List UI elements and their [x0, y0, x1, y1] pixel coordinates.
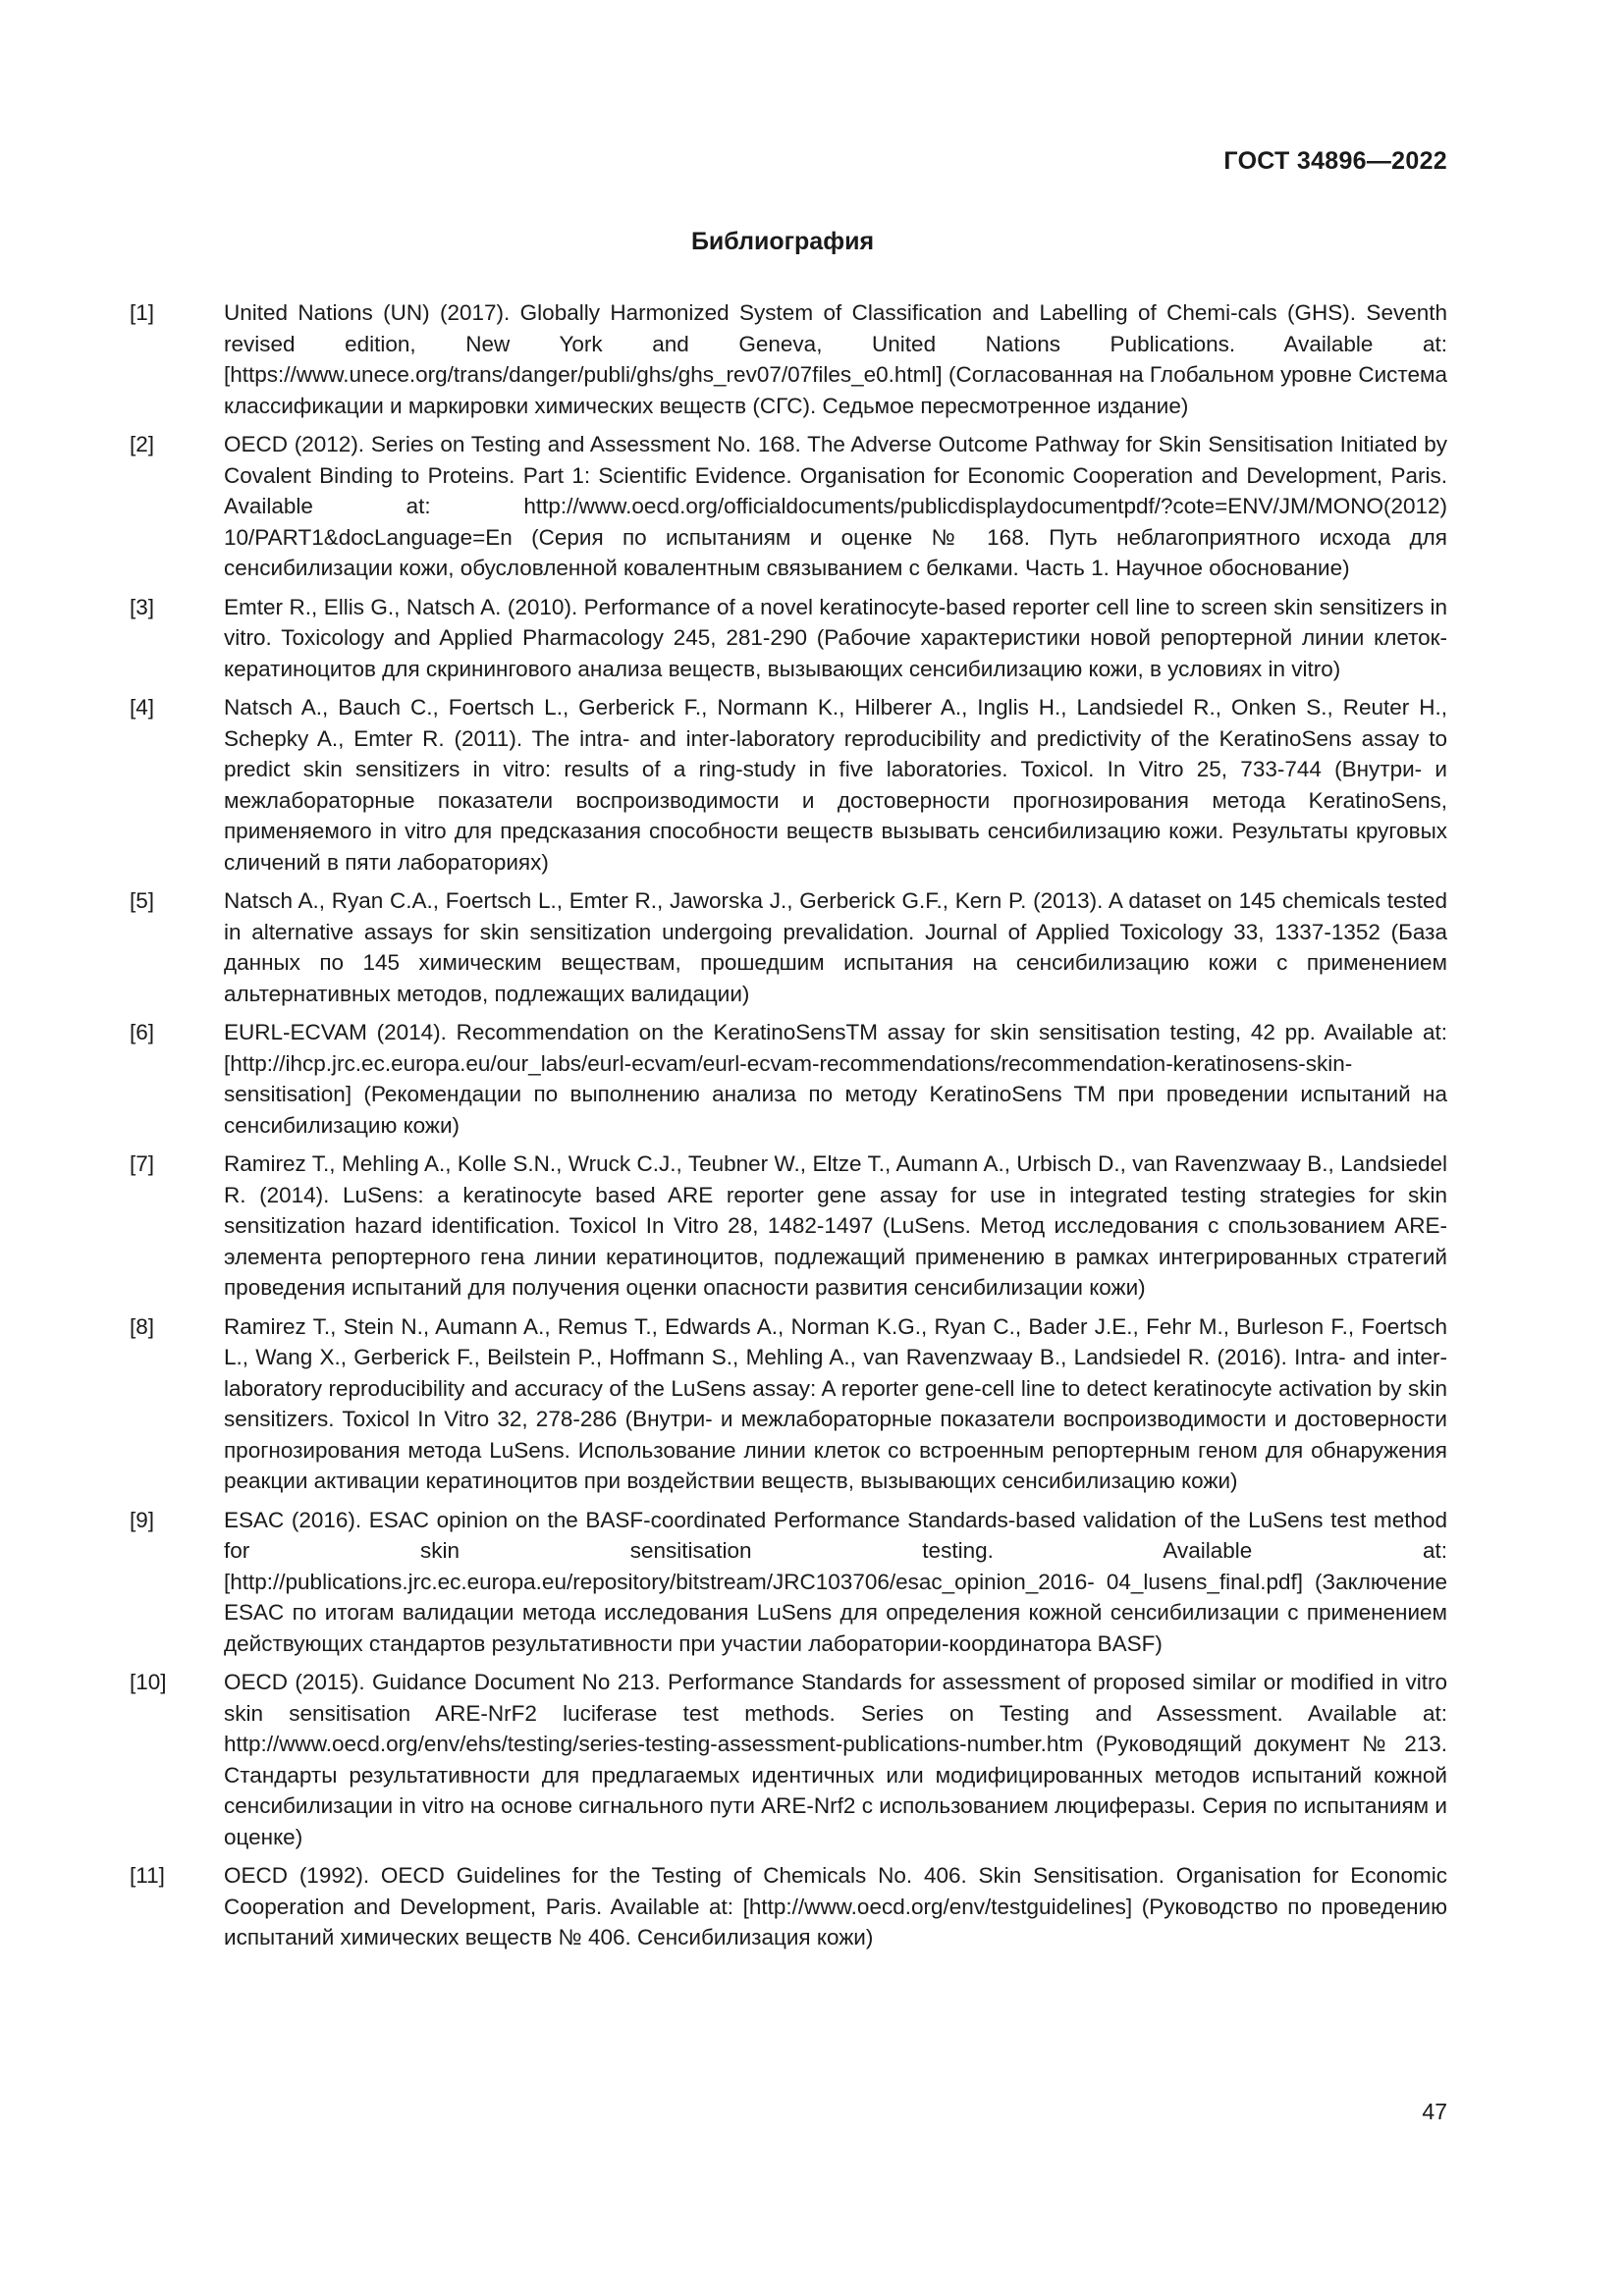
reference-text: OECD (2012). Series on Testing and Assessment No. 168. The Adverse Outcome Pathway for Skin Sensitisation Initiated by Covalent Binding to Proteins. Part 1: Scientific Evidence. Organisation for Economic Cooperation and Development, Paris. Available at: http://www.oecd.org/officialdocuments/publicdisplaydocumentpdf/?cote=ENV/JM/MONO(2012) 10/PART1&docLanguage=En (Серия по испытаниям и оценке № 168. Путь неблагоприятного исхода для сенсибилизации кожи, обусловленной ковалентным связыванием с белками. Часть 1. Научное обоснование) — [224, 432, 1447, 580]
reference-text: EURL-ECVAM (2014). Recommendation on the KeratinoSensTM assay for skin sensitisation testing, 42 pp. Available at: [http://ihcp.jrc.ec.europa.eu/our_labs/eurl-ecvam/eurl-ecvam-recommendations/recommendation-keratinosens-skin-sensitisation] (Рекомендации по выполнению анализа по методу KeratinoSens TM при проведении испытаний на сенсибилизацию кожи) — [224, 1020, 1447, 1138]
reference-item — [130, 592, 1447, 685]
reference-number: [6] — [130, 1020, 155, 1044]
reference-number: [5] — [130, 888, 155, 913]
reference-list — [130, 297, 1447, 1961]
reference-item — [130, 1860, 1447, 1953]
reference-text: Ramirez T., Mehling A., Kolle S.N., Wruck C.J., Teubner W., Eltze T., Aumann A., Urbisch D., van Ravenzwaay B., Landsiedel R. (2014). LuSens: a keratinocyte based ARE reporter gene assay for use in integrated testing strategies for skin sensitization hazard identification. Toxicol In Vitro 28, 1482-1497 (LuSens. Метод исследования с спользованием ARE-элемента репортерного гена линии кератиноцитов, подлежащий применению в рамках интегрированных стратегий проведения испытаний для получения оценки опасности развития сенсибилизации кожи) — [224, 1151, 1447, 1300]
reference-item — [130, 1505, 1447, 1660]
bibliography-title: Библиография — [690, 228, 875, 255]
standard-code: ГОСТ 34896—2022 — [1223, 147, 1447, 175]
reference-text: Natsch A., Ryan C.A., Foertsch L., Emter R., Jaworska J., Gerberick G.F., Kern P. (2013). A dataset on 145 chemicals tested in alternative assays for skin sensitization undergoing prevalidation. Journal of Applied Toxicology 33, 1337-1352 (База данных по 145 химическим веществам, прошедшим испытания на сенсибилизацию кожи с применением альтернативных методов, подлежащих валидации) — [224, 888, 1447, 1006]
reference-text: OECD (1992). OECD Guidelines for the Testing of Chemicals No. 406. Skin Sensitisation. Organisation for Economic Cooperation and Development, Paris. Available at: [http://www.oecd.org/env/testguidelines] (Руководство по проведению испытаний химических веществ № 406. Сенсибилизация кожи) — [224, 1863, 1447, 1949]
reference-number: [11] — [130, 1863, 165, 1888]
reference-item — [130, 692, 1447, 878]
reference-text: Natsch A., Bauch C., Foertsch L., Gerberick F., Normann K., Hilberer A., Inglis H., Landsiedel R., Onken S., Reuter H., Schepky A., Emter R. (2011). The intra- and inter-laboratory reproducibility and predictivity of the KeratinoSens assay to predict skin sensitizers in vitro: results of a ring-study in five laboratories. Toxicol. In Vitro 25, 733-744 (Внутри- и межлабораторные показатели воспроизводимости и достоверности прогнозирования метода KeratinoSens, применяемого in vitro для предсказания способности веществ вызывать сенсибилизацию кожи. Результаты круговых сличений в пяти лабораториях) — [224, 695, 1447, 875]
reference-item — [130, 885, 1447, 1009]
reference-number: [2] — [130, 432, 155, 456]
reference-item — [130, 297, 1447, 421]
reference-item — [130, 1311, 1447, 1497]
reference-number: [8] — [130, 1313, 155, 1339]
reference-text: Ramirez T., Stein N., Aumann A., Remus T., Edwards A., Norman K.G., Ryan C., Bader J.E., Fehr M., Burleson F., Foertsch L., Wang X., Gerberick F., Beilstein P., Hoffmann S., Mehling A., van Ravenzwaay B., Landsiedel R. (2016). Intra- and inter-laboratory reproducibility and accuracy of the LuSens assay: A reporter gene-cell line to detect keratinocyte activation by skin sensitizers. Toxicol In Vitro 32, 278-286 (Внутри- и межлабораторные показатели воспроизводимости и достоверности прогнозирования метода LuSens. Использование линии клеток со встроенным репортерным геном для обнаружения реакции активации кератиноцитов при воздействии веществ, вызывающих сенсибилизацию кожи) — [224, 1313, 1447, 1493]
reference-number: [10] — [130, 1670, 167, 1694]
reference-number: [7] — [130, 1151, 155, 1176]
reference-text: United Nations (UN) (2017). Globally Harmonized System of Classification and Labelling of Chemi-cals (GHS). Seventh revised edition, New York and Geneva, United Nations Publications. Available at: [https://www.unece.org/trans/danger/publi/ghs/ghs_rev07/07files_e0.html] (Согласованная на Глобальном уровне Система классификации и маркировки химических веществ (СГС). Седьмое пересмотренное издание) — [224, 300, 1447, 418]
reference-item — [130, 429, 1447, 584]
reference-text: Emter R., Ellis G., Natsch A. (2010). Performance of a novel keratinocyte-based reporter cell line to screen skin sensitizers in vitro. Toxicology and Applied Pharmacology 245, 281-290 (Рабочие характеристики новой репортерной линии клеток-кератиноцитов для скринингового анализа веществ, вызывающих сенсибилизацию кожи, в условиях in vitro) — [224, 594, 1447, 681]
reference-text: ESAC (2016). ESAC opinion on the BASF-coordinated Performance Standards-based validation of the LuSens test method for skin sensitisation testing. Available at: [http://publications.jrc.ec.europa.eu/repository/bitstream/JRC103706/esac_opinion_2016- 04_lusens_final.pdf] (Заключение ESAC по итогам валидации метода исследования LuSens для определения кожной сенсибилизации с применением действующих стандартов результативности при участии лаборатории-координатора BASF) — [224, 1507, 1447, 1656]
reference-item — [130, 1667, 1447, 1852]
reference-number: [9] — [130, 1507, 155, 1532]
reference-number: [4] — [130, 695, 155, 720]
reference-item — [130, 1017, 1447, 1141]
reference-number: [1] — [130, 300, 155, 325]
reference-item — [130, 1148, 1447, 1304]
reference-number: [3] — [130, 594, 155, 619]
page-number: 47 — [1422, 2099, 1447, 2124]
reference-text: OECD (2015). Guidance Document No 213. Performance Standards for assessment of proposed similar or modified in vitro skin sensitisation ARE-NrF2 luciferase test methods. Series on Testing and Assessment. Available at: http://www.oecd.org/env/ehs/testing/series-testing-assessment-publications-number.htm (Руководящий документ № 213. Стандарты результативности для предлагаемых идентичных или модифицированных методов испытаний кожной сенсибилизации in vitro на основе сигнального пути ARE-Nrf2 с использованием люциферазы. Серия по испытаниям и оценке) — [224, 1670, 1447, 1849]
